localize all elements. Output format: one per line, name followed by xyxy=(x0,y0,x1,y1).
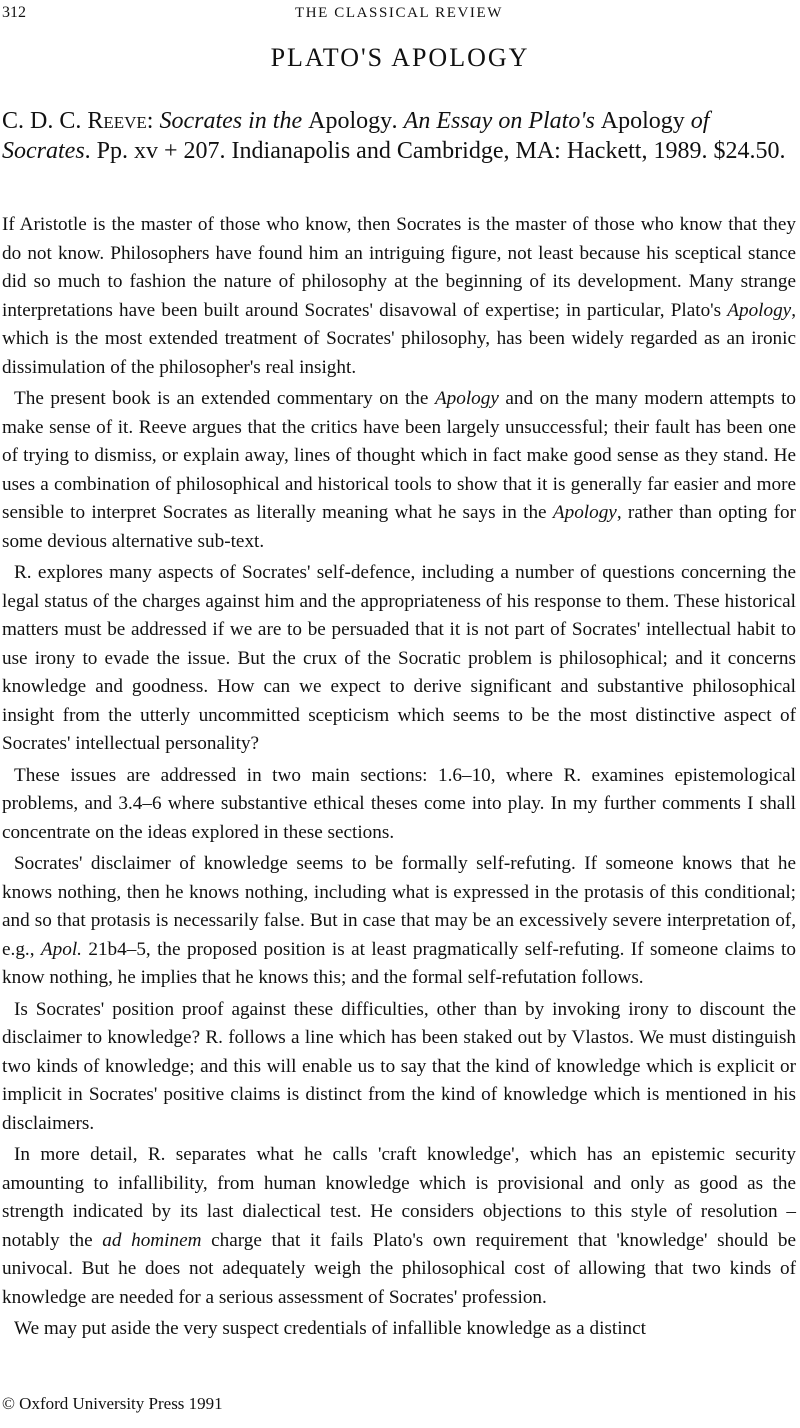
italic-title: Apology xyxy=(727,299,792,321)
author-surname: Reeve xyxy=(87,108,147,134)
paragraph-text: 21b4–5, the proposed position is at least pragmatically self-refuting. If someone claims to know nothing, he implies that he knows this; and the formal self-refutation follows. xyxy=(2,938,796,988)
page-number: 312 xyxy=(2,4,26,21)
paragraph-text: R. explores many aspects of Socrates' self-defence, including a number of questions concerning the legal status of the charges against him and the appropriateness of his response to them. These historical matters must be addressed if we are to be persuaded that it is not part of Socrates' intellectual habit to use irony to evade the issue. But the crux of the Socratic problem is philosophical; and it concerns knowledge and goodness. How can we expect to derive significant and substantive philosophical insight from the utterly uncommitted scepticism which seems to be the most distinctive aspect of Socrates' intellectual personality? xyxy=(2,562,796,754)
review-body xyxy=(2,211,796,1347)
italic-title: Apology xyxy=(434,388,499,409)
book-title-part: Socrates in the xyxy=(159,108,309,134)
paragraph-text: The present book is an extended commentary on the xyxy=(14,388,435,409)
paragraph-text: charge that it fails Plato's own requirement that 'knowledge' should be univocal. But he does not adequately weigh the philosophical cost of allowing that two kinds of knowledge are needed for a serious assessment of Socrates' profession. xyxy=(2,1229,797,1308)
paragraph-text: These issues are addressed in two main sections: 1.6–10, where R. examines epistemological problems, and 3.4–6 where substantive ethical theses come into play. In my further comments I shall concentrate on the ideas explored in these sections. xyxy=(2,764,796,843)
book-title-part: of Socrates xyxy=(2,108,710,164)
italic-abbreviation: Apol. xyxy=(40,938,82,960)
italic-phrase: ad hominem xyxy=(102,1229,202,1251)
paragraph-text: We may put aside the very suspect credentials of infallible knowledge as a distinct xyxy=(14,1318,646,1339)
paragraph-8 xyxy=(2,1315,796,1344)
copyright-footer: © Oxford University Press 1991 xyxy=(2,1394,223,1413)
paragraph-5 xyxy=(2,850,796,993)
italic-title: Apology xyxy=(552,502,617,523)
journal-title: THE CLASSICAL REVIEW xyxy=(294,5,504,21)
paragraph-text: , rather than opting for some devious alternative sub-text. xyxy=(2,502,797,552)
paragraph-text: Is Socrates' position proof against these difficulties, other than by invoking irony to discount the disclaimer to knowledge? R. follows a line which has been staked out by Vlastos. We must distinguish two kinds of knowledge; and this will enable us to say that the kind of knowledge which is explicit or implicit in Socrates' positive claims is distinct from the kind of knowledge which is mentioned in his disclaimers. xyxy=(2,998,796,1134)
paragraph-6 xyxy=(2,996,796,1139)
paragraph-text: and on the many modern attempts to make sense of it. Reeve argues that the critics have been largely unsuccessful; their fault has been one of trying to dismiss, or explain away, lines of thought which in fact make good sense as they stand. He uses a combination of philosophical and historical tools to show that it is generally far easier and more sensible to interpret Socrates as literally meaning what he says in the xyxy=(2,388,796,523)
book-title-part: Apology xyxy=(308,108,393,134)
paragraph-2 xyxy=(2,385,796,556)
paragraph-7 xyxy=(2,1141,796,1312)
paragraph-text: In more detail, R. separates what he calls 'craft knowledge', which has an epistemic security amounting to infallibility, from human knowledge which is provisional and only as good as the strength indicated by its last dialectical test. He considers objections to this style of resolution – notably the xyxy=(2,1144,796,1251)
publication-details: . Pp. xv + 207. Indianapolis and Cambridge, MA: Hackett, 1989. $24.50. xyxy=(84,138,786,164)
paragraph-4 xyxy=(2,762,796,848)
book-title-part: . An Essay on Plato's xyxy=(392,108,601,134)
paragraph-3 xyxy=(2,559,796,759)
paragraph-1 xyxy=(2,211,796,382)
paragraph-text: If Aristotle is the master of those who know, then Socrates is the master of those who know that they do not know. Philosophers have found him an intriguing figure, not least because his sceptical stance did so much to fashion the nature of philosophy at the beginning of its development. Many strange interpretations have been built around Socrates' disavowal of expertise; in particular, Plato's xyxy=(2,214,796,321)
citation-colon: : xyxy=(146,108,160,134)
author-initials: C. D. C. xyxy=(2,108,88,134)
paragraph-text: , which is the most extended treatment of Socrates' philosophy, has been widely regarded as an ironic dissimulation of the philosopher's real insight. xyxy=(2,299,796,378)
section-title: PLATO'S APOLOGY xyxy=(270,43,530,72)
book-title-part: Apology xyxy=(600,108,691,134)
book-citation xyxy=(2,106,796,166)
paragraph-text: Socrates' disclaimer of knowledge seems to be formally self-refuting. If someone knows that he knows nothing, then he knows nothing, including what is expressed in the protasis of this conditional; and so that protasis is necessarily false. But in case that may be an excessively severe interpretation of, e.g., xyxy=(2,853,796,960)
running-head xyxy=(2,1,796,25)
